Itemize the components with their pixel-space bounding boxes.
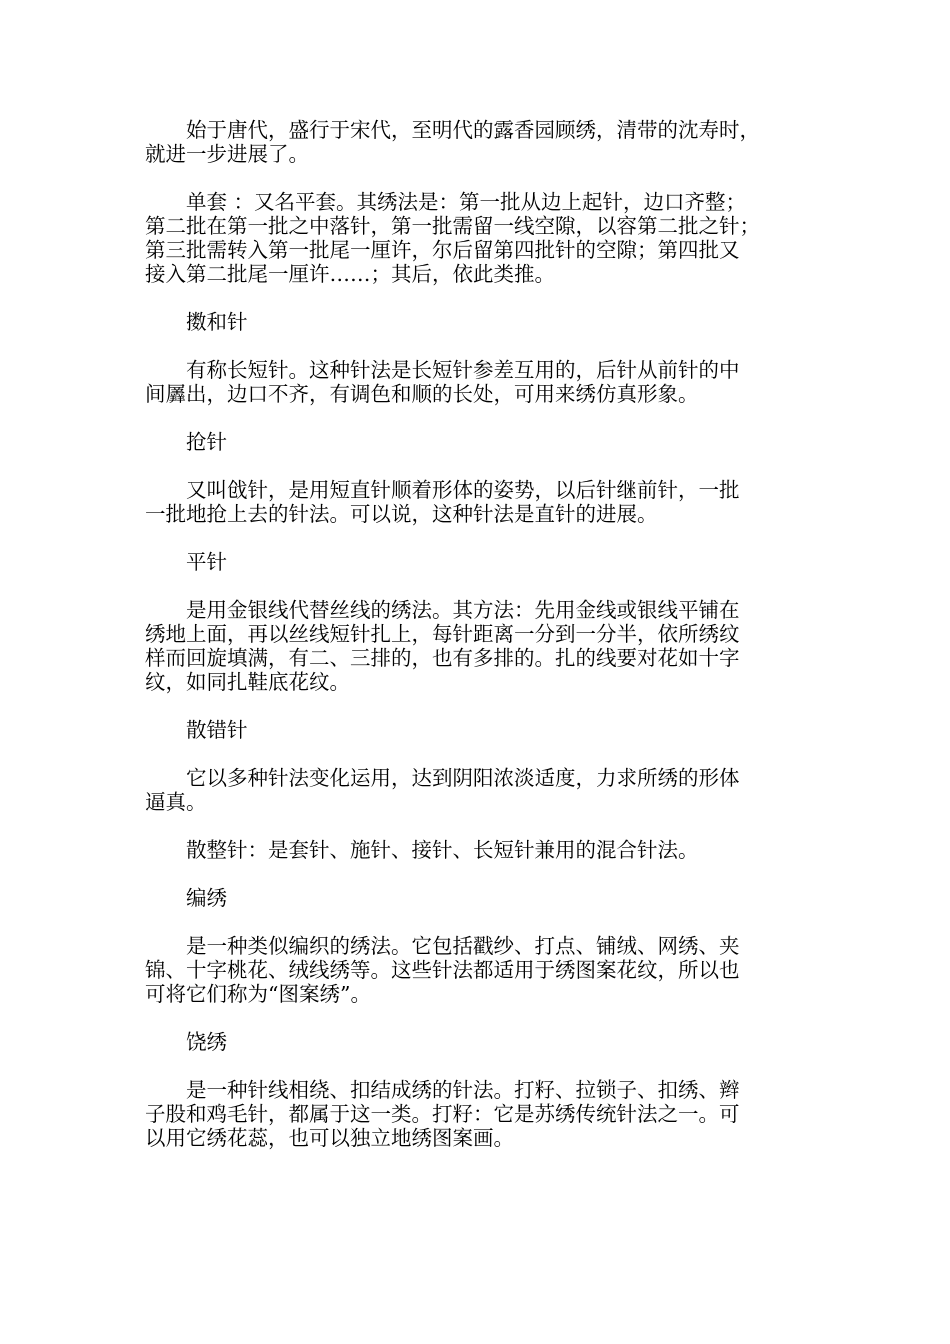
text-line: 逼真。 [145,790,207,814]
text-line: 始于唐代，盛行于宋代，至明代的露香园顾绣，清带的沈寿时， [186,118,760,142]
text-line: 一批地抢上去的针法。可以说，这种针法是直针的进展。 [145,502,658,526]
heading-text: 抢针 [186,430,227,454]
heading-pingzhen [145,550,810,574]
text-line: 子股和鸡毛针，都属于这一类。打籽：它是苏绣传统针法之一。可 [145,1102,740,1126]
text-line: 又叫戗针，是用短直针顺着形体的姿势，以后针继前针，一批 [186,478,740,502]
text-line: 间羼出，边口不齐，有调色和顺的长处，可用来绣仿真形象。 [145,382,699,406]
heading-souhezhen [145,310,810,334]
heading-text: 平针 [186,550,227,574]
heading-qiangzhen [145,430,810,454]
paragraph-souhezhen [145,358,810,406]
heading-text: 编绣 [186,886,227,910]
paragraph-qiangzhen [145,478,810,526]
paragraph-bianxiu [145,934,810,1006]
text-line: 它以多种针法变化运用，达到阴阳浓淡适度，力求所绣的形体 [186,766,740,790]
heading-sancuozhen [145,718,810,742]
heading-text: 散错针 [186,718,248,742]
paragraph-sanzhengzhen [145,838,810,862]
text-line: 纹，如同扎鞋底花纹。 [145,670,350,694]
text-line: 是用金银线代替丝线的绣法。其方法：先用金线或银线平铺在 [186,598,740,622]
text-line: 散整针：是套针、施针、接针、长短针兼用的混合针法。 [186,838,699,862]
paragraph-dantao [145,190,810,286]
text-line: 可将它们称为“图案绣”。 [145,982,371,1006]
heading-text: 饶绣 [186,1030,227,1054]
heading-bianxiu [145,886,810,910]
text-line: 有称长短针。这种针法是长短针参差互用的，后针从前针的中 [186,358,740,382]
heading-raoxiu [145,1030,810,1054]
paragraph-sancuozhen [145,766,810,814]
heading-text: 擞和针 [186,310,248,334]
text-line: 锦、十字桃花、绒线绣等。这些针法都适用于绣图案花纹，所以也 [145,958,740,982]
text-line: 以用它绣花蕊，也可以独立地绣图案画。 [145,1126,514,1150]
paragraph-pingzhen [145,598,810,694]
text-line: 样而回旋填满，有二、三排的，也有多排的。扎的线要对花如十字 [145,646,740,670]
paragraph-raoxiu [145,1078,810,1150]
document-body [145,118,810,1174]
text-line: 第二批在第一批之中落针，第一批需留一线空隙，以容第二批之针； [145,214,760,238]
text-line: 就进一步进展了。 [145,142,309,166]
paragraph-history [145,118,810,166]
text-line: 是一种针线相绕、扣结成绣的针法。打籽、拉锁子、扣绣、辫 [186,1078,740,1102]
text-line: 是一种类似编织的绣法。它包括戳纱、打点、铺绒、网绣、夹 [186,934,740,958]
text-line: 第三批需转入第一批尾一厘许，尔后留第四批针的空隙；第四批又 [145,238,740,262]
text-line: 单套 ：又名平套。其绣法是：第一批从边上起针，边口齐整； [186,190,747,214]
text-line: 绣地上面，再以丝线短针扎上，每针距离一分到一分半，依所绣纹 [145,622,740,646]
text-line: 接入第二批尾一厘许……；其后，依此类推。 [145,262,555,286]
